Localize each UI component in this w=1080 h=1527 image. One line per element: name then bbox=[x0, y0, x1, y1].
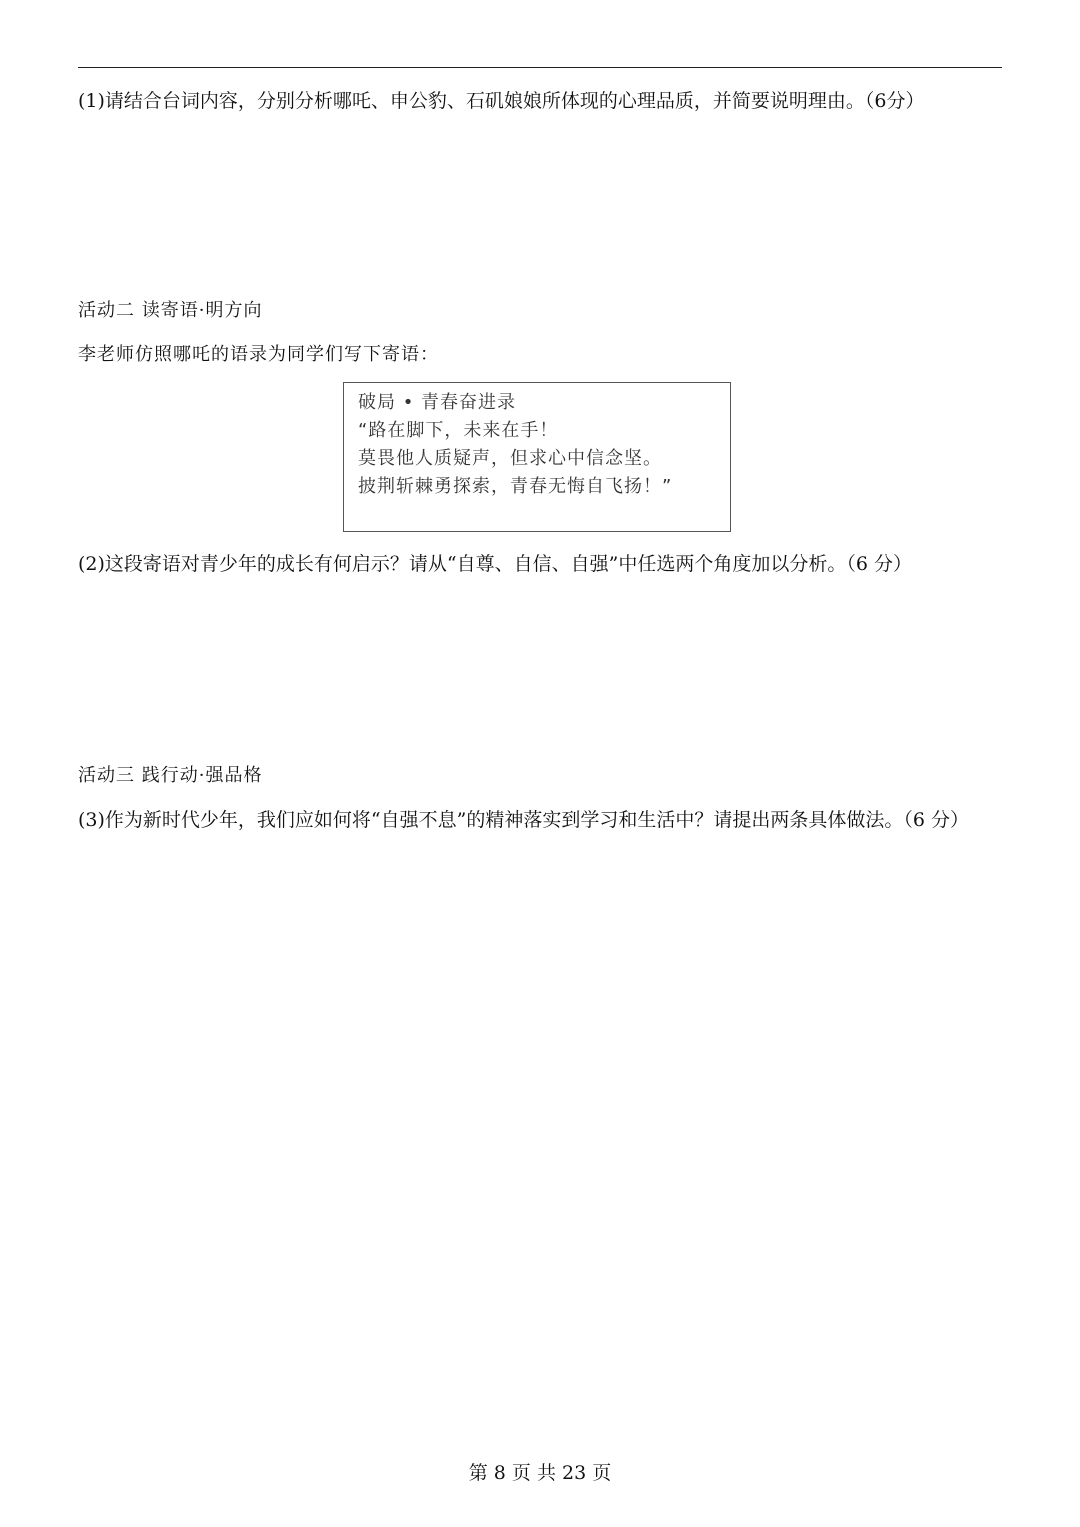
question-2: (2)这段寄语对青少年的成长有何启示？请从“自尊、自信、自强”中任选两个角度加以分析。（6 分） bbox=[78, 553, 912, 575]
quote-title: 破局 • 青春奋进录 bbox=[358, 392, 517, 413]
quote-line-3: 披荆斩棘勇探索，青春无悔自飞扬！” bbox=[358, 476, 673, 497]
quote-line-2: 莫畏他人质疑声，但求心中信念坚。 bbox=[358, 448, 662, 469]
question-3: (3)作为新时代少年，我们应如何将“自强不息”的精神落实到学习和生活中？请提出两条具体做法。（6 分） bbox=[78, 809, 969, 831]
question-1: (1)请结合台词内容，分别分析哪吒、申公豹、石矶娘娘所体现的心理品质，并简要说明理由。（6分） bbox=[78, 90, 925, 112]
activity-2-intro: 李老师仿照哪吒的语录为同学们写下寄语： bbox=[78, 344, 439, 365]
page-footer: 第 8 页 共 23 页 bbox=[468, 1462, 612, 1484]
quote-box bbox=[343, 382, 731, 532]
activity-2-heading: 活动二 读寄语·明方向 bbox=[78, 300, 263, 321]
top-rule bbox=[78, 67, 1002, 68]
activity-3-heading: 活动三 践行动·强品格 bbox=[78, 765, 263, 786]
quote-line-1: “路在脚下，未来在手！ bbox=[358, 420, 559, 441]
